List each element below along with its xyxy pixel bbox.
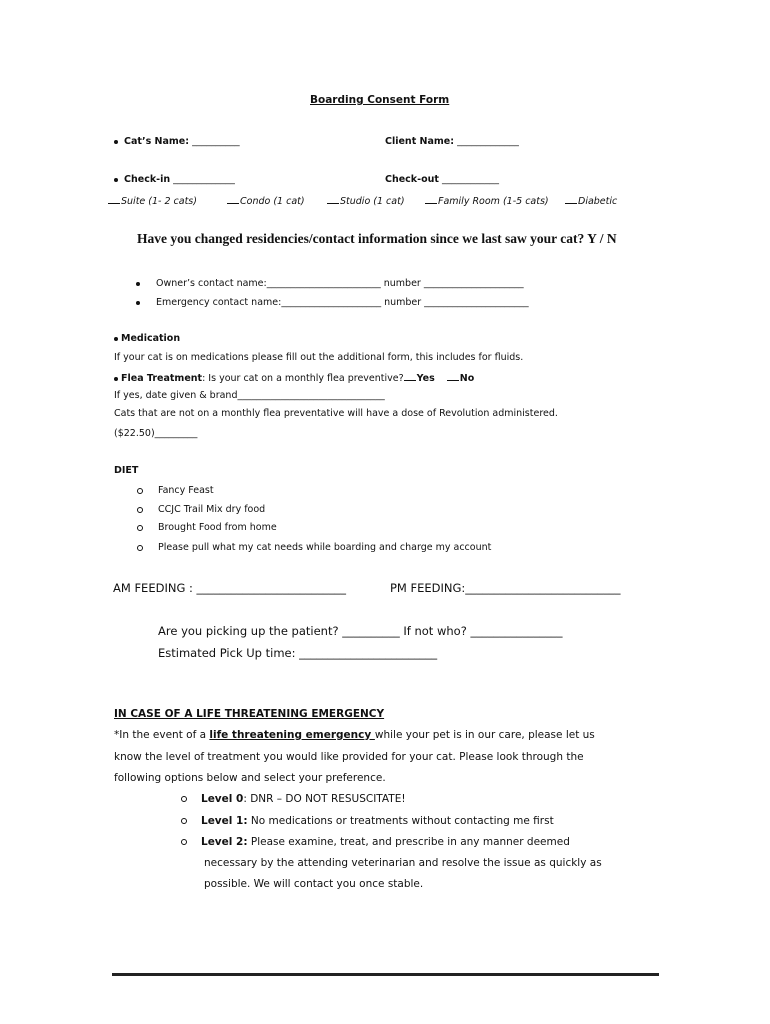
flea-row (114, 371, 474, 384)
room-option-family[interactable]: Family Room (1-5 cats) (425, 194, 549, 207)
flea-no-label: No (459, 373, 475, 384)
checkbox-line[interactable] (425, 194, 437, 204)
diet-option[interactable]: CCJC Trail Mix dry food (137, 504, 265, 515)
level-0-option[interactable]: Level 0: DNR – DO NOT RESUSCITATE! (181, 793, 406, 805)
diet-option[interactable]: Please pull what my cat needs while boarding and charge my account (137, 542, 491, 553)
circle-bullet-icon (181, 796, 187, 802)
checkbox-line[interactable] (108, 194, 120, 204)
checkout-row (385, 174, 499, 185)
checkout-label: Check-out (385, 174, 439, 185)
client-name-field[interactable]: _____________ (457, 136, 519, 147)
bullet-icon (114, 377, 118, 381)
circle-bullet-icon (137, 507, 143, 513)
form-title: Boarding Consent Form (310, 94, 450, 106)
medication-heading: Medication (114, 333, 180, 344)
flea-question: : Is your cat on a monthly flea preventive? (202, 373, 404, 384)
medication-text: If your cat is on medications please fill out the additional form, this includes for fluids. (114, 352, 524, 363)
checkbox-line[interactable] (227, 194, 239, 204)
circle-bullet-icon (181, 839, 187, 845)
emergency-heading: IN CASE OF A LIFE THREATENING EMERGENCY (114, 708, 385, 720)
client-name-row (385, 136, 519, 147)
emergency-line-2: know the level of treatment you would like provided for your cat. Please look through the (114, 751, 584, 763)
flea-note: Cats that are not on a monthly flea preventative will have a dose of Revolution administered. (114, 408, 558, 419)
level-2-line-2: necessary by the attending veterinarian and resolve the issue as quickly as (204, 857, 602, 869)
room-option-diabetic[interactable]: Diabetic (565, 194, 617, 207)
flea-yes-checkbox[interactable] (404, 371, 416, 381)
pm-feeding-field[interactable]: PM FEEDING:___________________________ (390, 581, 621, 595)
diet-option[interactable]: Brought Food from home (137, 522, 277, 533)
flea-date-field[interactable]: If yes, date given & brand_______________________________ (114, 390, 385, 401)
level-1-option[interactable]: Level 1: No medications or treatments without contacting me first (181, 815, 554, 827)
footer-rule (112, 973, 659, 976)
emergency-emphasis: life threatening emergency (209, 729, 375, 741)
pickup-question[interactable]: Are you picking up the patient? __________ If not who? ________________ (158, 624, 563, 638)
flea-label: Flea Treatment (121, 373, 203, 384)
emergency-line-3: following options below and select your preference. (114, 772, 386, 784)
circle-bullet-icon (137, 545, 143, 551)
cats-name-field[interactable]: __________ (192, 136, 240, 147)
circle-bullet-icon (137, 525, 143, 531)
emergency-contact-row[interactable]: Emergency contact name:_____________________ number ______________________ (136, 297, 529, 308)
flea-yes-label: Yes (416, 373, 435, 384)
owner-contact-row[interactable]: Owner’s contact name:________________________ number _____________________ (136, 278, 524, 289)
level-2-line-3: possible. We will contact you once stable. (204, 878, 424, 890)
pickup-time-field[interactable]: Estimated Pick Up time: ________________________ (158, 646, 438, 660)
checkin-field[interactable]: _____________ (173, 174, 235, 185)
cats-name-label: Cat’s Name: (124, 136, 190, 147)
checkin-label: Check-in (124, 174, 171, 185)
cats-name-row (114, 136, 240, 147)
diet-option[interactable]: Fancy Feast (137, 485, 214, 496)
room-option-suite[interactable]: Suite (1- 2 cats) (108, 194, 197, 207)
checkbox-line[interactable] (565, 194, 577, 204)
bullet-icon (136, 301, 140, 305)
flea-price-field[interactable]: ($22.50)_________ (114, 428, 198, 439)
am-feeding-field[interactable]: AM FEEDING : __________________________ (113, 581, 347, 595)
bullet-icon (114, 140, 118, 144)
checkout-field[interactable]: ____________ (441, 174, 499, 185)
checkbox-line[interactable] (327, 194, 339, 204)
bullet-icon (136, 282, 140, 286)
client-name-label: Client Name: (385, 136, 455, 147)
bullet-icon (114, 337, 118, 341)
circle-bullet-icon (181, 818, 187, 824)
diet-heading: DIET (114, 465, 139, 476)
bullet-icon (114, 178, 118, 182)
circle-bullet-icon (137, 488, 143, 494)
checkin-row (114, 174, 235, 185)
level-2-option[interactable]: Level 2: Please examine, treat, and prescribe in any manner deemed (181, 836, 570, 848)
room-option-studio[interactable]: Studio (1 cat) (327, 194, 405, 207)
room-option-condo[interactable]: Condo (1 cat) (227, 194, 305, 207)
flea-no-checkbox[interactable] (447, 371, 459, 381)
residency-question: Have you changed residencies/contact information since we last saw your cat? Y / N (137, 231, 617, 246)
emergency-intro: *In the event of a life threatening emergency while your pet is in our care, please let us (114, 729, 595, 741)
